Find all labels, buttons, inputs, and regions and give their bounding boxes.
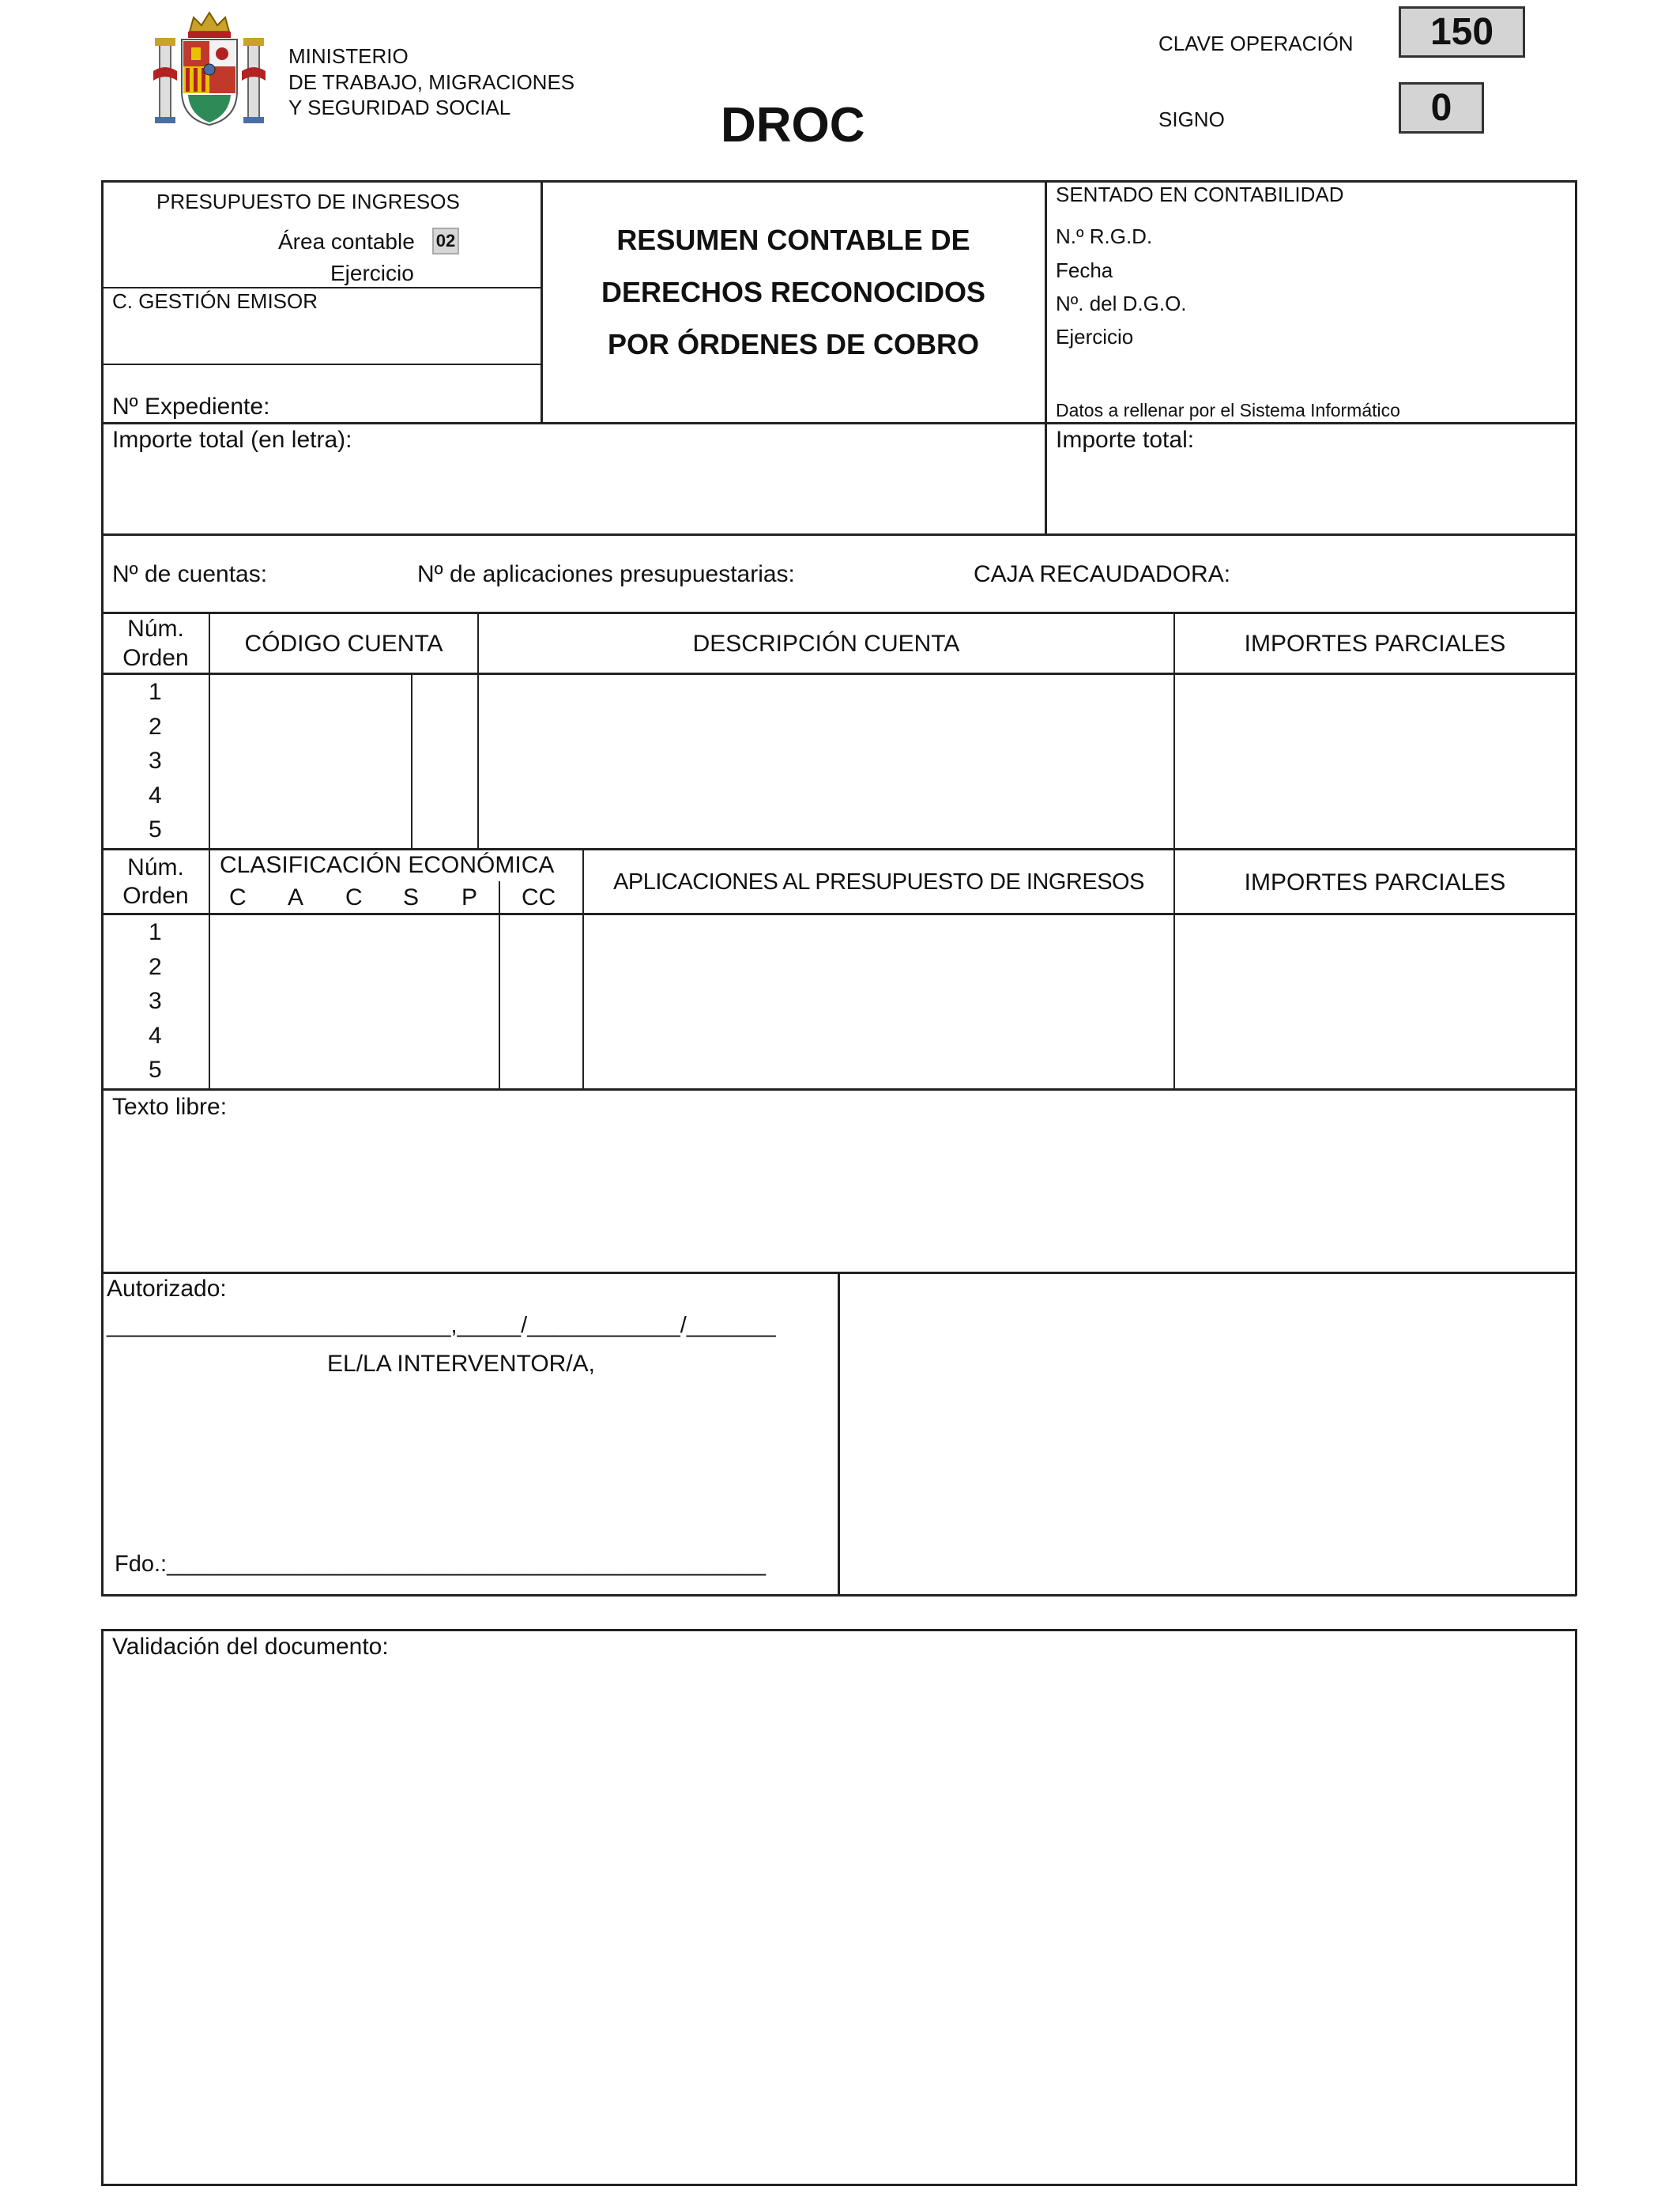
area-contable-label: Área contable [278,229,415,254]
autorizado-label: Autorizado: [107,1276,227,1302]
importe-letra-label: Importe total (en letra): [112,427,352,453]
signature-line[interactable]: Fdo.:_______________________________________________ [115,1551,767,1577]
coat-of-arms-logo [150,8,269,130]
table2-sub-a: A [288,884,304,910]
frame-line [101,422,1576,424]
importe-total-label: Importe total: [1056,427,1195,453]
ejercicio-label: Ejercicio [330,261,414,285]
frame-line [1045,180,1047,534]
table2-row-number: 1 [149,919,162,945]
sistema-note: Datos a rellenar por el Sistema Informático [1056,400,1400,420]
cuentas-count-label: Nº de cuentas: [112,561,268,587]
frame-line [101,180,1576,183]
fecha-label: Fecha [1056,258,1113,282]
frame-line [101,1594,1576,1596]
validacion-label: Validación del documento: [112,1634,389,1660]
form-title-line-2: DERECHOS RECONOCIDOS [601,276,986,308]
ministry-line-2: DE TRABAJO, MIGRACIONES [288,70,575,94]
table1-row-number: 3 [149,748,162,774]
table1-row-number: 5 [149,816,162,843]
table2-aplicaciones-header: APLICACIONES AL PRESUPUESTO DE INGRESOS [613,869,1144,895]
frame-line [1575,180,1577,1596]
dgo-label: Nº. del D.G.O. [1056,292,1187,315]
rgd-label: N.º R.G.D. [1056,224,1153,248]
table2-num-header-1: Núm. [127,854,184,880]
table1-importes-header: IMPORTES PARCIALES [1244,631,1506,657]
form-title-line-1: RESUMEN CONTABLE DE [616,224,970,256]
frame-line [209,848,210,1088]
authorization-date-line[interactable]: ___________________________,_____/____________/_______ [107,1313,776,1338]
document-code: DROC [721,98,865,153]
ministry-line-3: Y SEGURIDAD SOCIAL [288,96,511,119]
table1-row-number: 2 [149,714,162,740]
table2-clasificacion-header: CLASIFICACIÓN ECONÓMICA [220,852,555,878]
signo-label: SIGNO [1158,107,1225,131]
table1-row-number: 1 [149,679,162,705]
table2-sub-c2: C [345,884,363,910]
table1-num-header-1: Núm. [127,616,184,642]
table1-descripcion-header: DESCRIPCIÓN CUENTA [692,631,960,657]
presupuesto-label: PRESUPUESTO DE INGRESOS [156,190,460,213]
frame-line [411,673,412,848]
frame-line [101,913,1576,915]
texto-libre-label: Texto libre: [112,1094,228,1120]
table2-num-header-2: Orden [122,883,189,909]
frame-line [101,533,1576,536]
clave-operacion-value: 150 [1399,6,1525,58]
ministry-line-1: MINISTERIO [288,44,409,68]
aplicaciones-count-label: Nº de aplicaciones presupuestarias: [417,561,795,587]
frame-line [101,673,1576,675]
frame-line [101,364,541,365]
ejercicio-right-label: Ejercicio [1056,325,1134,349]
frame-line [101,287,541,288]
frame-line [499,881,500,1088]
clave-operacion-label: CLAVE OPERACIÓN [1158,32,1354,55]
table1-num-header-2: Orden [122,645,189,671]
table2-row-number: 2 [149,954,162,980]
area-contable-value[interactable]: 02 [432,228,459,254]
frame-line [101,612,1576,614]
table1-codigo-header: CÓDIGO CUENTA [244,631,443,657]
frame-line [101,1088,1576,1091]
table1-row-number: 4 [149,782,162,809]
spanish-coat-of-arms-icon [150,8,269,130]
frame-line [838,1272,840,1594]
table2-importes-header: IMPORTES PARCIALES [1244,869,1506,895]
form-title-line-3: POR ÓRDENES DE COBRO [607,328,980,360]
table2-sub-s: S [403,884,420,910]
signo-value: 0 [1399,82,1484,134]
table2-sub-p: P [461,884,478,910]
expediente-label: Nº Expediente: [112,394,270,420]
interventor-label: EL/LA INTERVENTOR/A, [327,1351,596,1377]
frame-line [101,848,1576,850]
caja-recaudadora-label: CAJA RECAUDADORA: [974,561,1231,587]
sentado-label: SENTADO EN CONTABILIDAD [1056,183,1344,206]
table2-row-number: 5 [149,1057,162,1083]
table2-row-number: 3 [149,988,162,1014]
table2-sub-c: C [229,884,247,910]
gestion-emisor-label: C. GESTIÓN EMISOR [112,289,318,313]
validation-box [101,1629,1577,2186]
table2-cc-header: CC [522,884,556,910]
table2-row-number: 4 [149,1023,162,1049]
